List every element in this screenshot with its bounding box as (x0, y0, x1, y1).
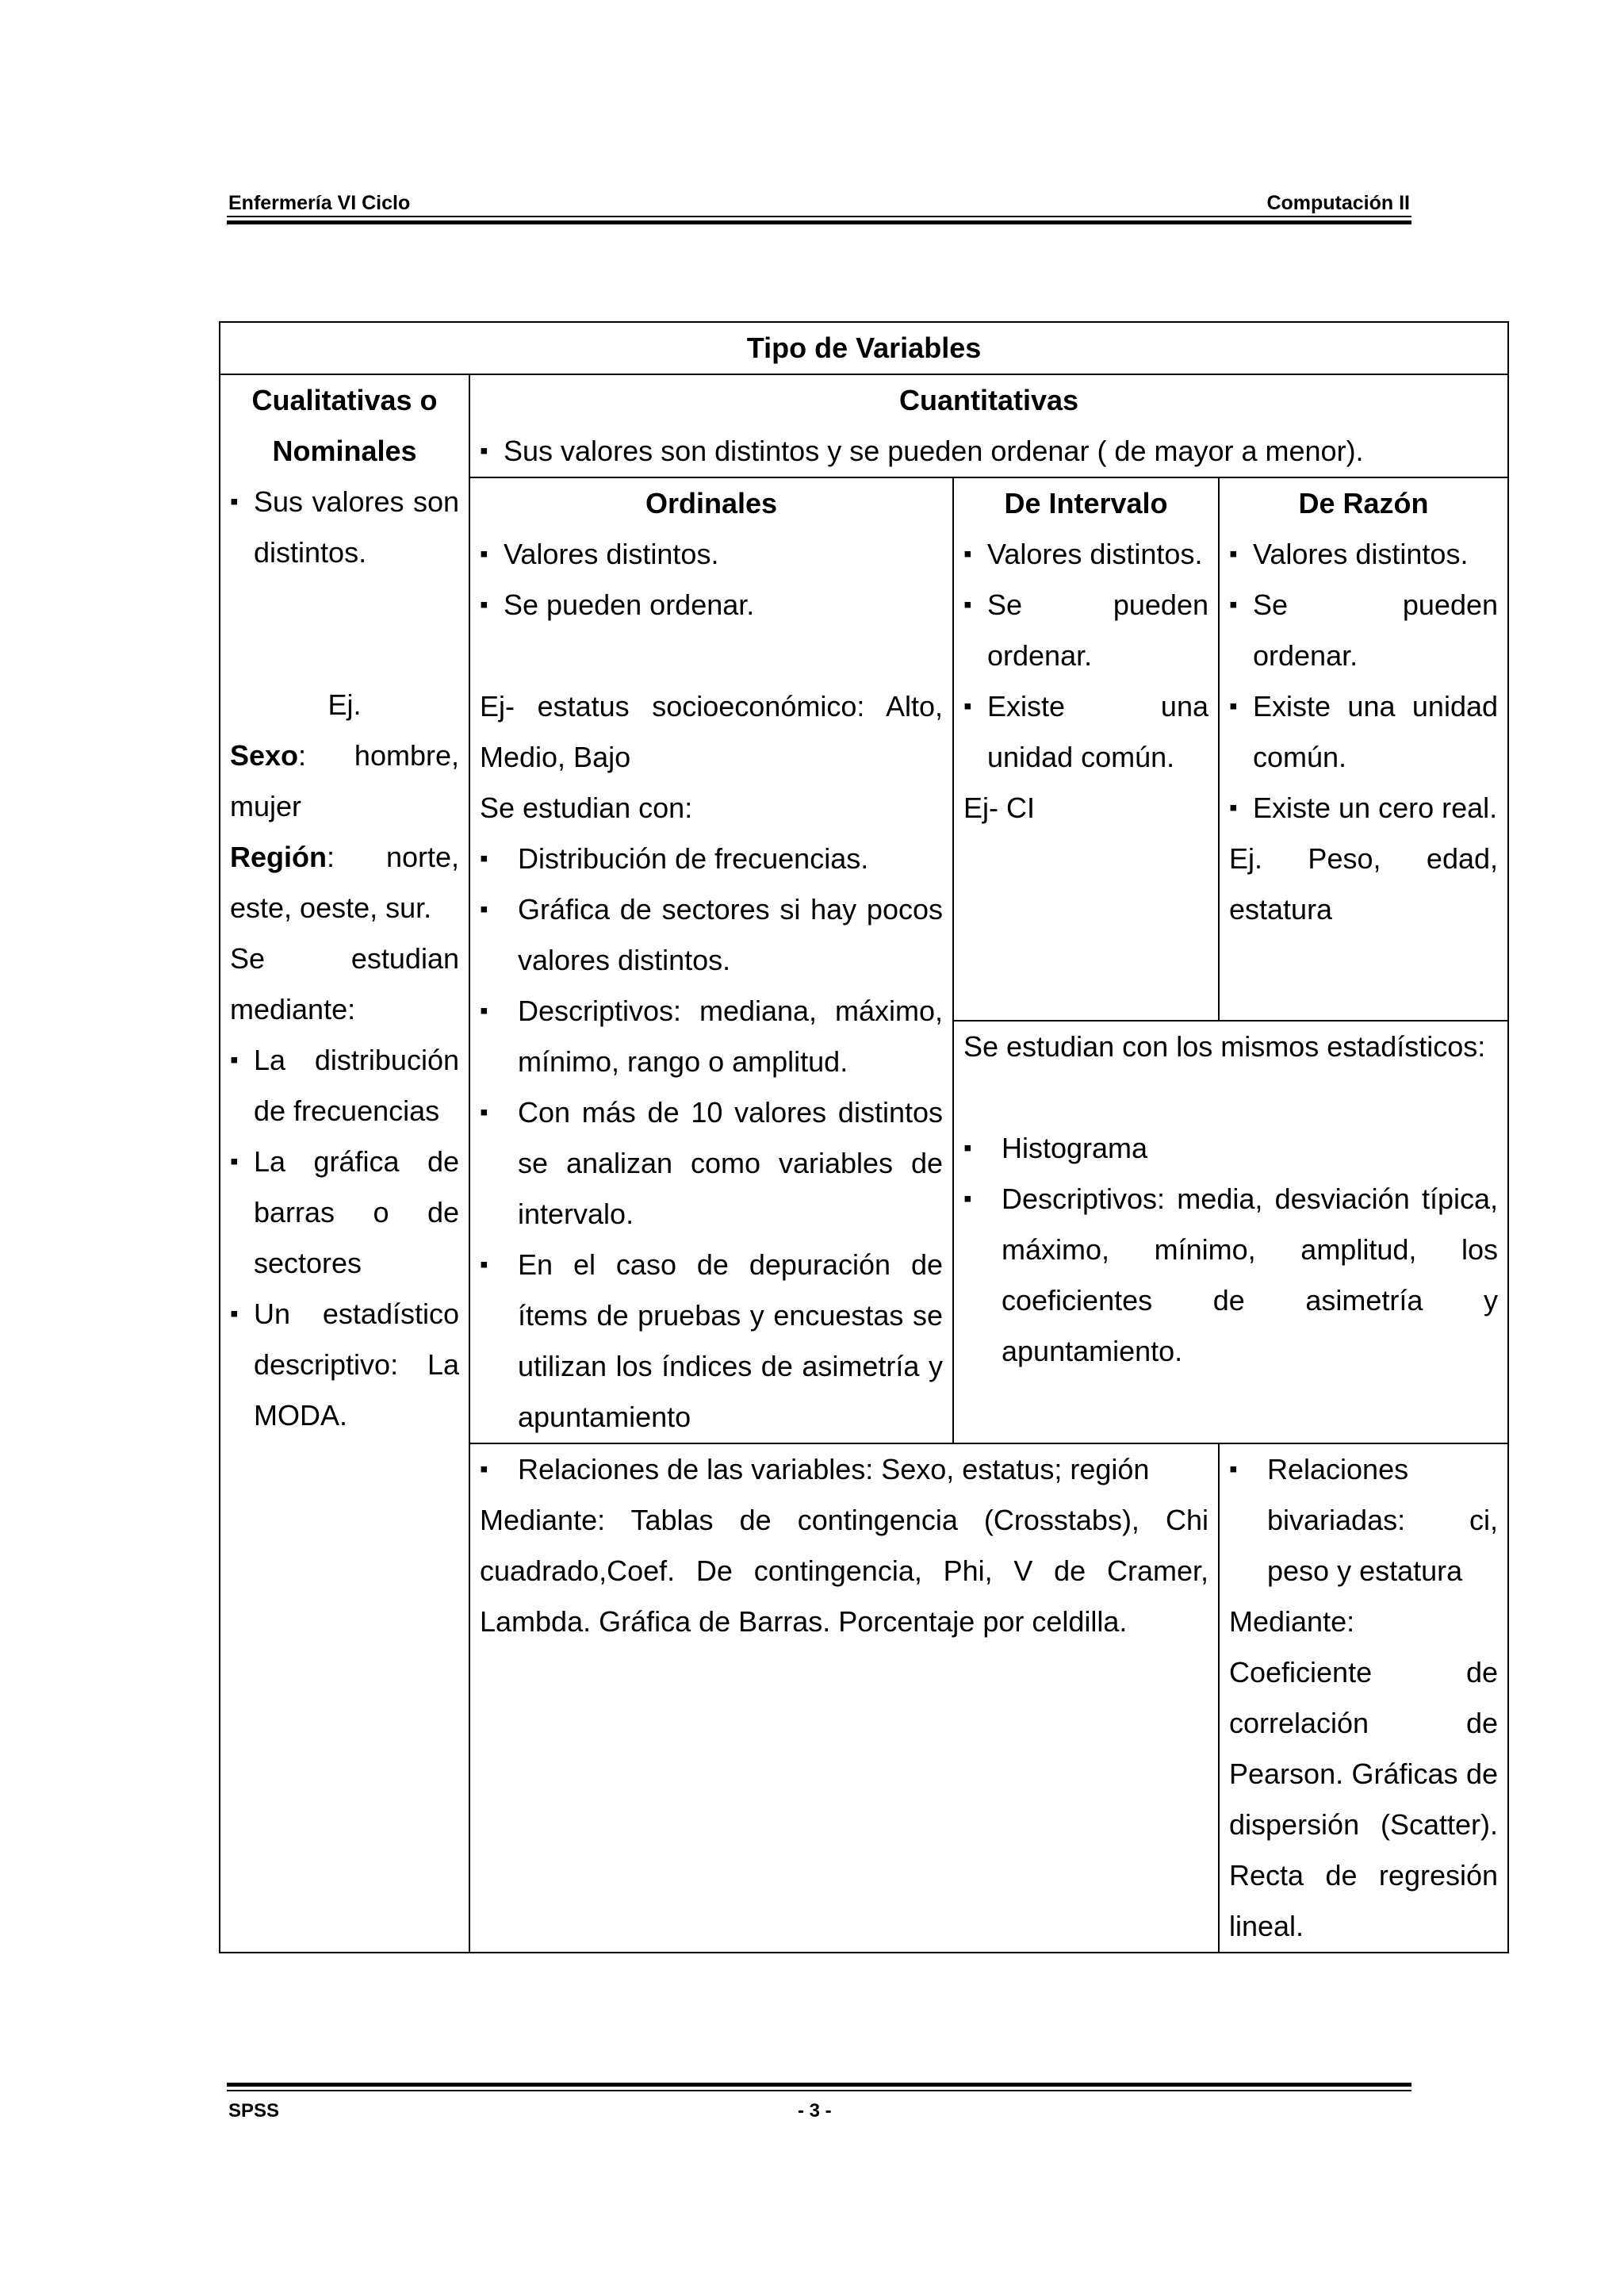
shared-stats-intro: Se estudian con los mismos estadísticos: (963, 1029, 1486, 1063)
shared-stats-cell (953, 1021, 1508, 1443)
ordinal-bullets (480, 529, 943, 631)
footer-label: SPSS (228, 2100, 280, 2122)
list-item: ▪ Valores distintos. (1229, 529, 1498, 580)
variable-types-table (219, 321, 1509, 1953)
ratio-bullets (1229, 529, 1498, 834)
header-rule-thick (227, 220, 1411, 224)
list-item: ▪ Existe un cero real. (1229, 783, 1498, 834)
list-item: ▪ En el caso de depuración de ítems de pruebas y encuestas se utilizan los índices de asimetría y apuntamiento (480, 1240, 943, 1443)
list-item: ▪ La gráfica de barras o de sectores (230, 1137, 459, 1289)
interval-cell (953, 477, 1219, 1021)
footer-rule-thin (227, 2090, 1411, 2091)
quantitative-bullets (480, 426, 1498, 477)
list-item: ▪ Existe una unidad común. (1229, 681, 1498, 783)
sexo-label: Sexo (230, 739, 299, 772)
list-item: ▪ La distribución de frecuencias (230, 1035, 459, 1137)
ordinal-example: Ej- estatus socioeconómico: Alto, Medio, Bajo (480, 690, 943, 773)
list-item: ▪ Se pueden ordenar. (480, 580, 943, 631)
list-item: ▪ Distribución de frecuencias. (480, 834, 943, 884)
relations-left-bullet (480, 1444, 1208, 1495)
ratio-cell (1219, 477, 1508, 1021)
list-item: ▪ Relaciones de las variables: Sexo, estatus; región (480, 1444, 1208, 1495)
interval-example: Ej- CI (963, 792, 1035, 824)
quantitative-heading: Cuantitativas (898, 384, 1079, 416)
region-text: : norte, este, oeste, sur. (230, 841, 459, 924)
list-item: ▪ Descriptivos: mediana, máximo, mínimo, rango o amplitud. (480, 986, 943, 1087)
list-item: ▪ Existe una unidad común. (963, 681, 1208, 783)
ratio-heading: De Razón (1298, 487, 1429, 519)
list-item: ▪ Sus valores son distintos y se pueden ordenar ( de mayor a menor). (480, 426, 1498, 477)
qualitative-studied-with: Se estudian mediante: (230, 942, 459, 1025)
qualitative-methods (230, 1035, 459, 1441)
list-item: ▪ Relaciones bivariadas: ci, peso y estatura (1229, 1444, 1498, 1596)
footer-rule-thick (227, 2083, 1411, 2087)
shared-stats-bullets (963, 1123, 1498, 1377)
header-subject: Computación II (1266, 192, 1410, 214)
list-item: ▪ Se pueden ordenar. (963, 580, 1208, 681)
sexo-text: : hombre, mujer (230, 739, 459, 822)
list-item: ▪ Gráfica de sectores si hay pocos valores distintos. (480, 884, 943, 986)
region-label: Región (230, 841, 327, 873)
list-item: ▪ Con más de 10 valores distintos se analizan como variables de intervalo. (480, 1087, 943, 1240)
qualitative-example-sexo (230, 730, 459, 832)
relations-left-cell (469, 1443, 1219, 1953)
quantitative-cell (469, 374, 1508, 477)
qualitative-cell (220, 374, 469, 1953)
relations-right-bullet (1229, 1444, 1498, 1596)
list-item: ▪ Valores distintos. (963, 529, 1208, 580)
qualitative-heading: Cualitativas o Nominales (251, 384, 438, 467)
ordinal-studied-with: Se estudian con: (480, 792, 693, 824)
qualitative-example-label: Ej. (327, 688, 362, 721)
ordinal-heading: Ordinales (645, 487, 778, 519)
relations-left-text: Mediante: Tablas de contingencia (Crosstabs), Chi cuadrado,Coef. De contingencia, Phi, V de Cramer, Lambda. Gráfica de Barras. Porcentaje por celdilla. (480, 1504, 1208, 1638)
qualitative-bullets (230, 477, 459, 578)
qualitative-example-region (230, 832, 459, 933)
page-number: - 3 - (798, 2100, 832, 2122)
relations-right-text: Mediante: Coeficiente de correlación de Pearson. Gráficas de dispersión (Scatter). Recta de regresión lineal. (1229, 1605, 1499, 1942)
interval-bullets (963, 529, 1208, 783)
list-item: ▪ Un estadístico descriptivo: La MODA. (230, 1289, 459, 1441)
ratio-example: Ej. Peso, edad, estatura (1229, 842, 1499, 926)
ordinal-methods (480, 834, 943, 1443)
page-header (227, 192, 1411, 224)
page-footer (227, 2083, 1411, 2122)
list-item: ▪ Histograma (963, 1123, 1498, 1174)
header-course: Enfermería VI Ciclo (228, 192, 411, 214)
list-item: ▪ Sus valores son distintos. (230, 477, 459, 578)
header-rule-thin (227, 216, 1411, 217)
list-item: ▪ Descriptivos: media, desviación típica, máximo, mínimo, amplitud, los coeficientes de asimetría y apuntamiento. (963, 1174, 1498, 1377)
list-item: ▪ Se pueden ordenar. (1229, 580, 1498, 681)
list-item: ▪ Valores distintos. (480, 529, 943, 580)
ordinal-cell (469, 477, 953, 1443)
table-title: Tipo de Variables (220, 322, 1508, 374)
relations-right-cell (1219, 1443, 1508, 1953)
interval-heading: De Intervalo (1004, 487, 1168, 519)
